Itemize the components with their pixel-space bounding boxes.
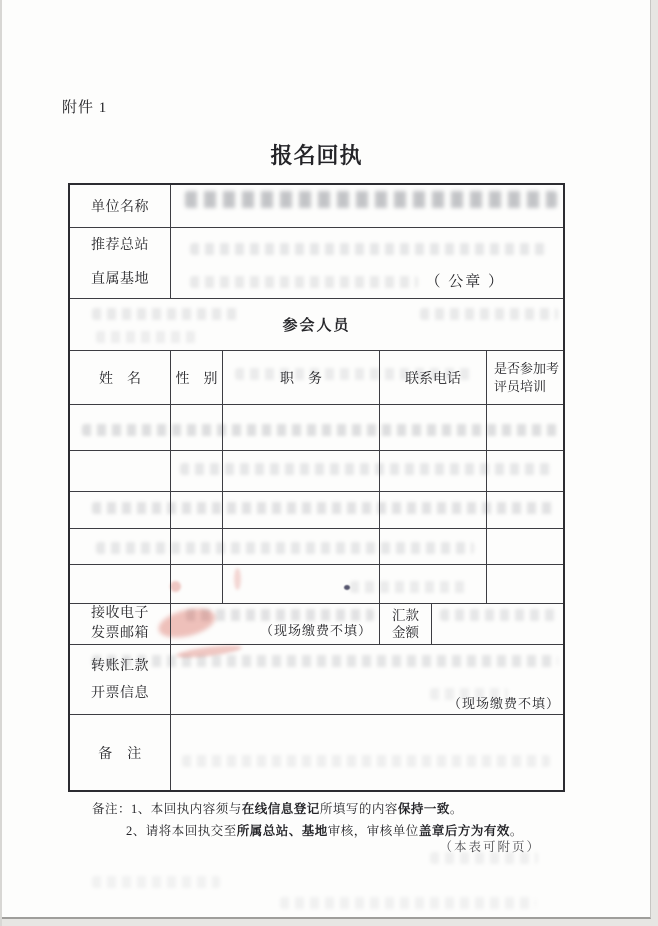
bleed-through-mark <box>92 876 220 888</box>
empty-cell <box>380 492 487 528</box>
registration-form-table <box>68 183 565 792</box>
footnote-1-text: 所填写的内容 <box>319 802 398 816</box>
footnote-2-text: 。 <box>509 824 523 838</box>
empty-cell <box>223 405 380 450</box>
participant-row <box>70 451 563 492</box>
remarks-label-cell <box>70 715 171 790</box>
remarks-value-cell <box>171 715 563 790</box>
bleed-through-mark <box>280 897 536 909</box>
footnote-1-text: 。 <box>449 802 463 816</box>
empty-cell <box>171 492 223 528</box>
footnote-label: 备注： <box>92 802 132 816</box>
empty-cell <box>223 492 380 528</box>
empty-cell <box>70 405 171 450</box>
empty-cell <box>70 529 171 564</box>
participant-row <box>70 565 563 604</box>
transfer-info-label-line2: 开票信息 <box>91 685 149 701</box>
attachment-label: 附件 1 <box>62 100 108 116</box>
row-transfer-info <box>70 645 563 715</box>
empty-cell <box>223 451 380 491</box>
empty-cell <box>487 565 563 603</box>
recommend-station-label-cell <box>70 228 171 298</box>
official-seal-note: （ 公章 ） <box>425 274 505 290</box>
empty-cell <box>487 492 563 528</box>
onsite-payment-note: （现场缴费不填） <box>447 696 560 711</box>
footnote-1-number: 1、 <box>131 802 151 816</box>
empty-cell <box>70 451 171 491</box>
recommend-station-label-line2: 直属基地 <box>91 272 149 287</box>
empty-cell <box>70 492 171 528</box>
empty-cell <box>70 565 171 603</box>
empty-cell <box>380 565 487 603</box>
row-invoice-email <box>70 604 563 645</box>
unit-name-label-cell <box>70 185 171 227</box>
header-position: 职 务 <box>223 351 380 404</box>
header-name: 姓 名 <box>70 351 171 404</box>
empty-cell <box>171 529 223 564</box>
footnote-1-bold: 保持一致 <box>397 802 450 816</box>
transfer-info-value-cell <box>171 645 563 714</box>
remittance-amount-value-cell <box>432 604 563 644</box>
footnote-2-number: 2、 <box>126 824 146 838</box>
row-recommend-station <box>70 228 563 299</box>
recommend-station-value-cell <box>171 228 563 298</box>
remarks-label: 备 注 <box>98 746 142 762</box>
unit-name-value-cell <box>171 185 563 227</box>
attach-page-note: （本表可附页） <box>439 840 541 854</box>
transfer-info-label-line1: 转账汇款 <box>91 658 149 674</box>
unit-name-label: 单位名称 <box>91 200 149 215</box>
empty-cell <box>380 405 487 450</box>
footnote-2-text: 请将本回执交至 <box>145 824 237 838</box>
footnote-1-bold: 在线信息登记 <box>241 802 320 816</box>
row-remarks <box>70 715 563 790</box>
empty-cell <box>223 565 380 603</box>
participant-row <box>70 492 563 529</box>
transfer-info-label-cell <box>70 645 171 714</box>
onsite-payment-note: （现场缴费不填） <box>259 623 372 638</box>
participants-title-cell <box>70 299 563 350</box>
footnote-1 <box>92 799 463 817</box>
footnote-2-bold: 盖章后方为有效 <box>418 824 510 838</box>
header-assessor-training: 是否参加考评员培训 <box>494 360 560 394</box>
invoice-email-label-cell <box>70 604 171 644</box>
row-column-headers <box>70 351 563 405</box>
empty-cell <box>380 529 487 564</box>
footnote-2-text: 审核，审核单位 <box>327 824 419 838</box>
remittance-amount-label-cell <box>380 604 432 644</box>
row-unit-name <box>70 185 563 228</box>
empty-cell <box>171 405 223 450</box>
recommend-station-label-line1: 推荐总站 <box>91 238 149 253</box>
remittance-amount-label-line1: 汇款 <box>392 608 419 623</box>
row-participants-title <box>70 299 563 351</box>
invoice-email-label-line2: 发票邮箱 <box>91 626 149 641</box>
empty-cell <box>487 405 563 450</box>
empty-cell <box>380 451 487 491</box>
empty-cell <box>171 451 223 491</box>
header-phone: 联系电话 <box>380 351 487 404</box>
participant-row <box>70 405 563 451</box>
empty-cell <box>223 529 380 564</box>
empty-cell <box>171 565 223 603</box>
invoice-email-value-cell <box>171 604 380 644</box>
invoice-email-label-line1: 接收电子 <box>91 606 149 621</box>
footnote-1-text: 本回执内容须与 <box>150 802 242 816</box>
empty-cell <box>487 451 563 491</box>
participant-row <box>70 529 563 565</box>
page-title: 报名回执 <box>270 143 363 168</box>
participants-title: 参会人员 <box>282 318 351 334</box>
footnote-2-bold: 所属总站、基地 <box>236 824 328 838</box>
remittance-amount-label-line2: 金额 <box>392 625 419 640</box>
header-gender: 性 别 <box>171 351 223 404</box>
empty-cell <box>487 529 563 564</box>
